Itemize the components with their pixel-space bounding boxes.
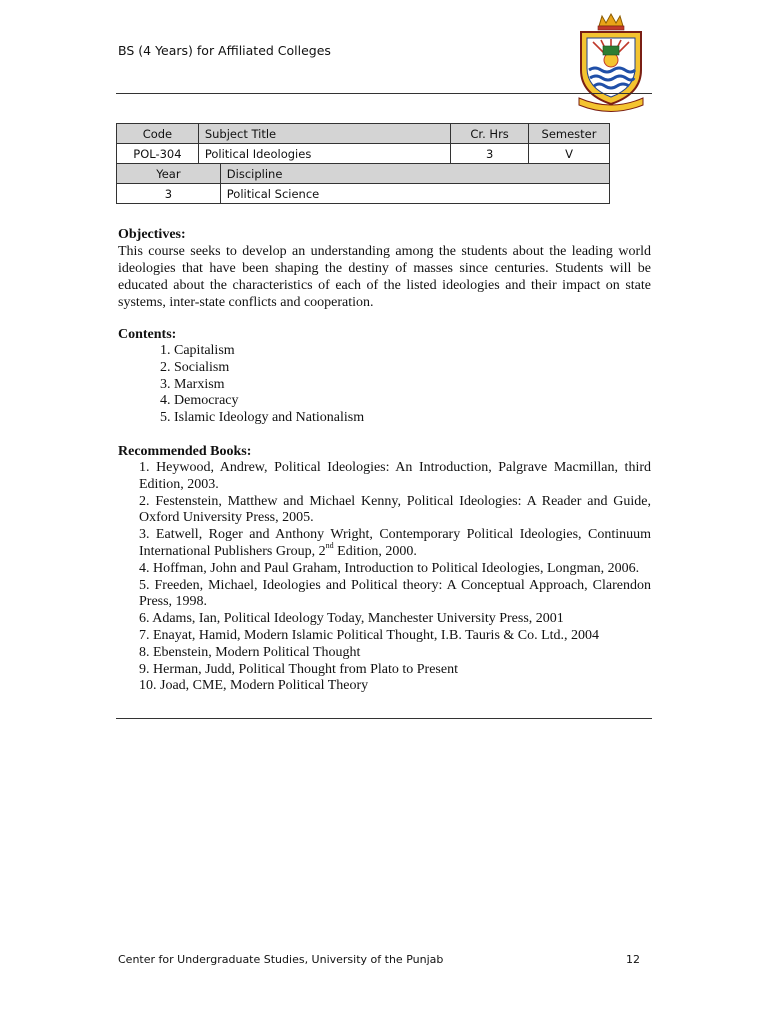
book-item: 10. Joad, CME, Modern Political Theory	[139, 678, 369, 694]
discipline-header: Discipline	[220, 164, 609, 184]
table-header-row	[117, 164, 610, 184]
header-title: BS (4 Years) for Affiliated Colleges	[118, 43, 331, 58]
cr-hrs-header: Cr. Hrs	[451, 124, 529, 144]
book-item: 5. Freeden, Michael, Ideologies and Political theory: A Conceptual Approach, Clarendon Press, 1998.	[139, 577, 651, 610]
course-code: POL-304	[117, 144, 199, 164]
contents-heading: Contents:	[118, 327, 177, 342]
list-item: 2. Socialism	[160, 359, 230, 375]
book-item: 4. Hoffman, John and Paul Graham, Introduction to Political Ideologies, Longman, 2006.	[139, 560, 640, 576]
ordinal-suffix: nd	[325, 540, 334, 550]
course-info-table	[116, 123, 610, 204]
table-row	[117, 144, 610, 164]
recommended-books-list	[139, 460, 651, 695]
contents-list	[160, 343, 364, 427]
table-header-row	[117, 124, 610, 144]
book-item: 1. Heywood, Andrew, Political Ideologies: An Introduction, Palgrave Macmillan, third Edition, 2003.	[139, 460, 651, 492]
university-crest-icon	[575, 12, 647, 112]
year-header: Year	[117, 164, 221, 184]
book-item: 8. Ebenstein, Modern Political Thought	[139, 644, 361, 660]
credit-hours: 3	[451, 144, 529, 164]
book-item-text: 3. Eatwell, Roger and Anthony Wright, Contemporary Political Ideologies, Continuum International Publishers Group, 2	[139, 527, 651, 559]
book-item-text: Edition, 2000.	[333, 543, 417, 559]
objectives-text: This course seeks to develop an understanding among the students about the leading world ideologies that have been shaping the destiny of masses since centuries. Students will be educated about the characteristics of each of the listed ideologies and their impact on state systems, inter-state conflicts and cooperation.	[118, 244, 651, 310]
footer-institution: Center for Undergraduate Studies, University of the Punjab	[118, 953, 444, 966]
book-item: 6. Adams, Ian, Political Ideology Today, Manchester University Press, 2001	[139, 611, 564, 627]
recommended-books-heading: Recommended Books:	[118, 444, 252, 459]
book-item: 2. Festenstein, Matthew and Michael Kenny, Political Ideologies: A Reader and Guide, Oxford University Press, 2005.	[139, 493, 651, 526]
book-item	[139, 527, 651, 561]
list-item: 5. Islamic Ideology and Nationalism	[160, 410, 365, 426]
discipline-value: Political Science	[220, 184, 609, 204]
semester-header: Semester	[529, 124, 610, 144]
book-item: 7. Enayat, Hamid, Modern Islamic Political Thought, I.B. Tauris & Co. Ltd., 2004	[139, 627, 600, 643]
list-item: 1. Capitalism	[160, 343, 235, 358]
book-item: 9. Herman, Judd, Political Thought from Plato to Present	[139, 661, 458, 677]
table-row	[117, 184, 610, 204]
subject-title-header: Subject Title	[198, 124, 450, 144]
year-value: 3	[117, 184, 221, 204]
semester-value: V	[529, 144, 610, 164]
list-item: 3. Marxism	[160, 376, 225, 392]
objectives-heading: Objectives:	[118, 227, 186, 242]
code-header: Code	[117, 124, 199, 144]
list-item: 4. Democracy	[160, 393, 239, 409]
content-divider	[116, 718, 652, 719]
header-divider	[116, 93, 652, 94]
page-number: 12	[626, 953, 640, 966]
subject-title: Political Ideologies	[198, 144, 450, 164]
